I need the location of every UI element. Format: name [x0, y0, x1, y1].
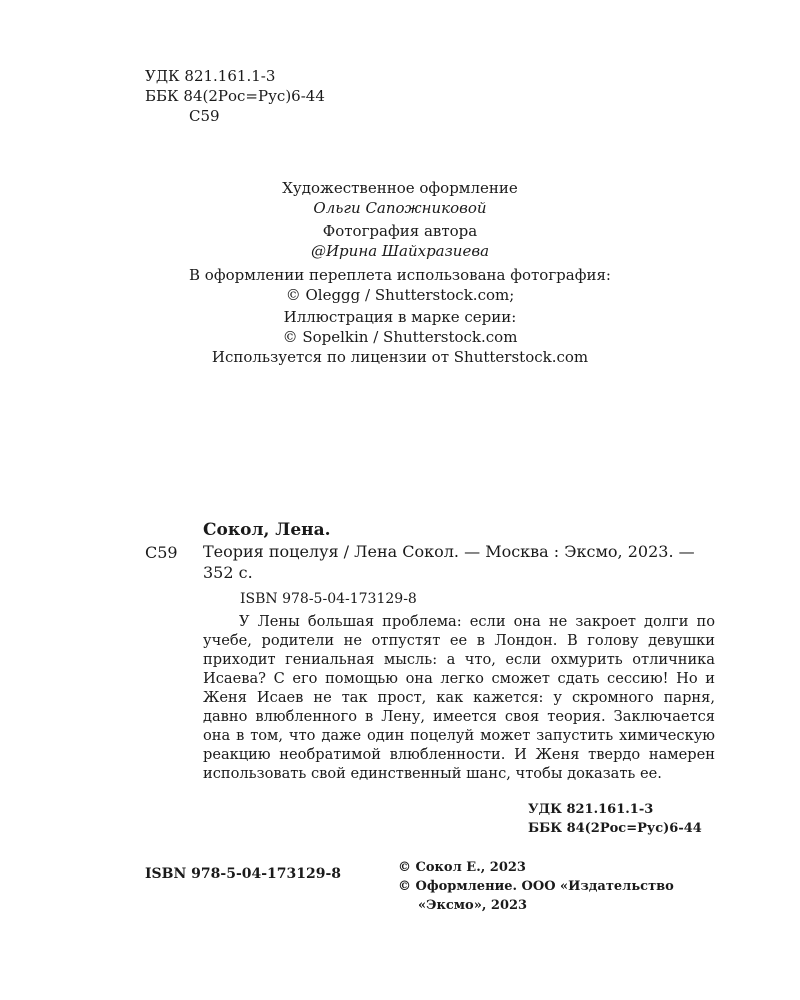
photo-name: @Ирина Шайхразиева: [310, 242, 490, 260]
design-label: Художественное оформление: [282, 179, 518, 197]
footer-udk: УДК 821.161.1-3: [528, 802, 654, 817]
copyright-design-2: «Эксмо», 2023: [418, 898, 528, 913]
design-credit: [100, 178, 700, 218]
bib-isbn: ISBN 978-5-04-173129-8: [240, 591, 417, 607]
bbk-code: ББК 84(2Рос=Рус)6-44: [145, 87, 325, 105]
bib-author: Сокол, Лена.: [203, 520, 331, 540]
footer-isbn: ISBN 978-5-04-173129-8: [145, 866, 342, 882]
copyright-block: [398, 858, 674, 915]
author-mark: С59: [189, 107, 220, 125]
header-classification: [145, 66, 325, 126]
footer-bbk: ББК 84(2Рос=Рус)6-44: [528, 821, 702, 836]
footer-classification: [528, 800, 702, 838]
illustration-label: Иллюстрация в марке серии:: [283, 308, 517, 326]
license-note: Используется по лицензии от Shutterstock.com: [211, 348, 589, 366]
copyright-design-1: © Оформление. ООО «Издательство: [398, 879, 674, 894]
copyright-author: © Сокол Е., 2023: [398, 860, 526, 875]
book-annotation: У Лены большая проблема: если она не закроет долги по учебе, родители не отпустят ее в Лондон. В голову девушки приходит гениальная мысль: а что, если охмурить отличника Исаева? С его помощью она легко сможет сдать сессию! Но и Женя Исаев не так прост, как кажется: у скромного парня, давно влюбленного в Лену, имеется своя теория. Заключается она в том, что даже один поцелуй может запустить химическую реакцию необратимой влюбленности. И Женя твердо намерен использовать свой единственный шанс, чтобы доказать ее.: [203, 613, 715, 782]
bib-description: Теория поцелуя / Лена Сокол. — Москва : Эксмо, 2023. — 352 с.: [203, 542, 695, 582]
cover-photo-source: © Oleggg / Shutterstock.com;: [285, 286, 515, 304]
cover-photo-credit: [100, 265, 700, 305]
illustration-credit: [100, 307, 700, 367]
photo-credit: [100, 221, 700, 261]
illustration-source: © Sopelkin / Shutterstock.com: [282, 328, 518, 346]
photo-label: Фотография автора: [322, 222, 478, 240]
udk-code: УДК 821.161.1-3: [145, 67, 276, 85]
bib-code: С59: [145, 543, 178, 562]
cover-photo-label: В оформлении переплета использована фотография:: [189, 266, 611, 284]
design-name: Ольги Сапожниковой: [313, 199, 487, 217]
